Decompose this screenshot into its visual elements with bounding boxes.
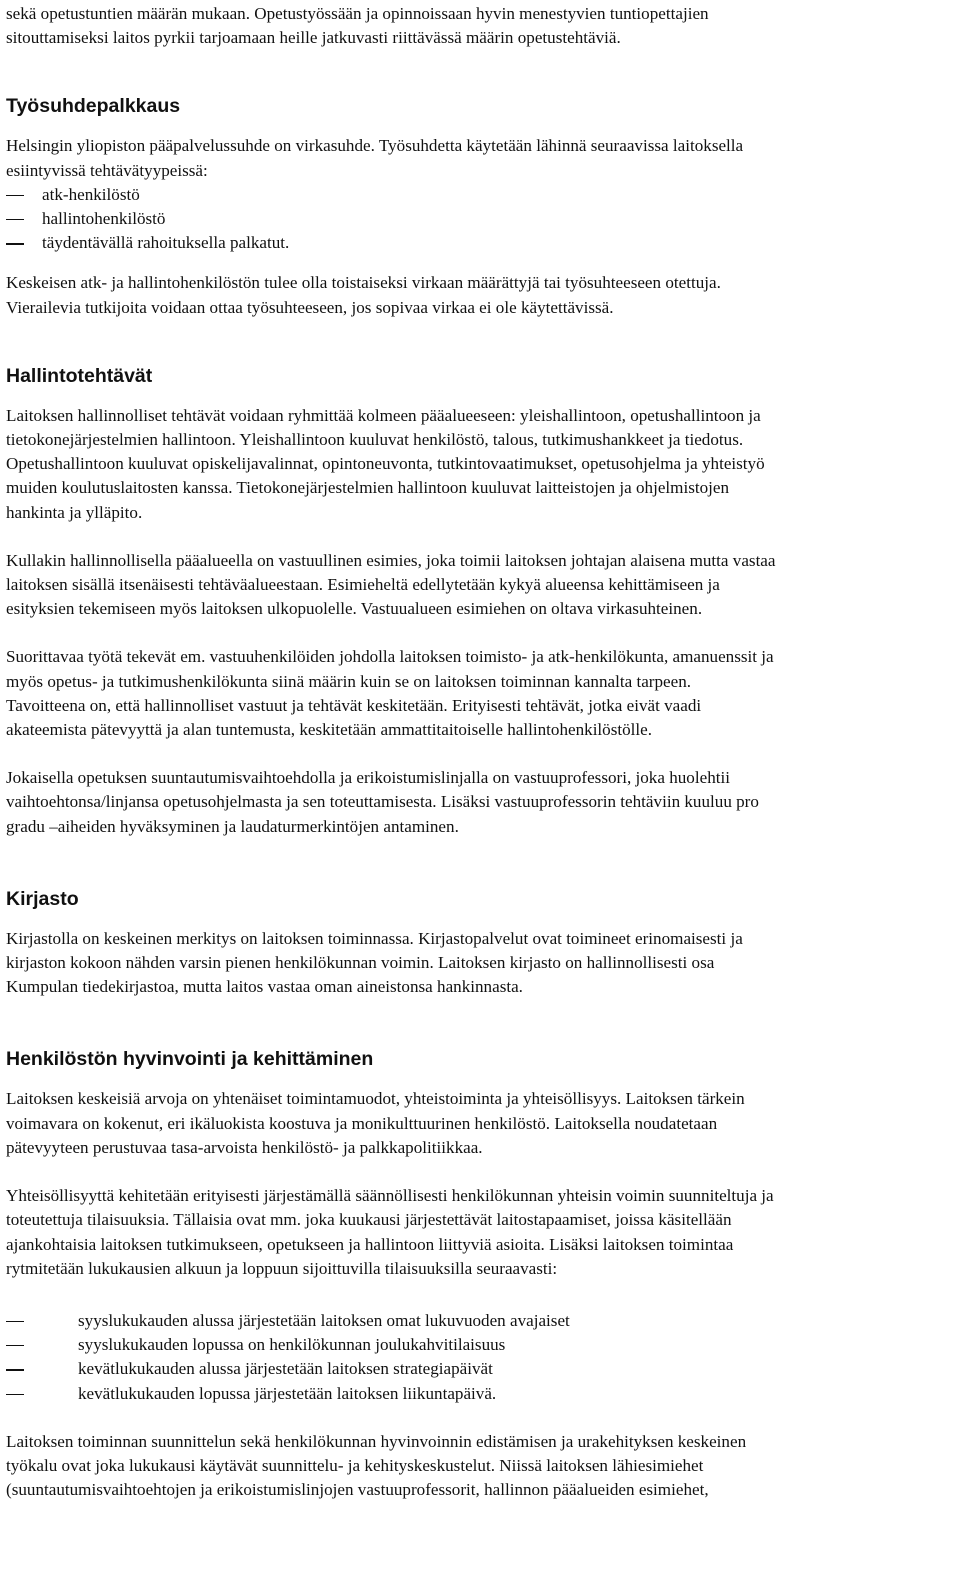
text-line: (suuntautumisvaihtoehtojen ja erikoistumislinjojen vastuuprofessorit, hallinnon pääalueiden esimiehet, xyxy=(6,1480,709,1500)
text-line: sekä opetustuntien määrän mukaan. Opetustyössään ja opinnoissaan hyvin menestyvien tuntiopettajien xyxy=(6,4,709,23)
dash-bullet-icon xyxy=(6,219,24,220)
text-line: kirjaston kokoon nähden varsin pienen henkilökunnan voimin. Laitoksen kirjasto on hallinnollisesti osa xyxy=(6,953,715,973)
tyosuhde-paragraph-2 xyxy=(6,271,954,319)
text-line: Kirjastolla on keskeinen merkitys on laitoksen toiminnassa. Kirjastopalvelut ovat toimineet erinomaisesti ja xyxy=(6,928,743,948)
dash-bullet-icon xyxy=(6,1369,24,1370)
text-line: Helsingin yliopiston pääpalvelussuhde on virkasuhde. Työsuhdetta käytetään lähinnä seuraavissa laitoksella xyxy=(6,136,744,156)
dash-bullet-icon xyxy=(6,195,24,196)
section-heading-henkiloston-hyvinvointi: Henkilöstön hyvinvointi ja kehittäminen xyxy=(6,1048,374,1071)
list-item-text: atk-henkilöstö xyxy=(42,184,140,204)
text-line: Keskeisen atk- ja hallintohenkilöstön tulee olla toistaiseksi virkaan määrättyjä tai työsuhteeseen otettuja. xyxy=(6,273,721,293)
text-line: vaihtoehtonsa/linjansa opetusohjelmasta ja sen toteuttamisesta. Lisäksi vastuuprofessorin tehtäviin kuuluu pro xyxy=(6,792,759,812)
text-line: hankinta ja ylläpito. xyxy=(6,502,143,522)
text-line: voimavara on kokenut, eri ikäluokista koostuva ja monikulttuurinen henkilöstö. Laitoksella noudatetaan xyxy=(6,1113,718,1133)
text-line: Laitoksen keskeisiä arvoja on yhtenäiset toimintamuodot, yhteistoiminta ja yhteisöllisyys. Laitoksen tärkein xyxy=(6,1089,745,1109)
text-line: Opetushallintoon kuuluvat opiskelijavalinnat, opintoneuvonta, tutkintovaatimukset, opetusohjelma ja yhteistyö xyxy=(6,454,765,474)
kirjasto-paragraph-1 xyxy=(6,927,954,1000)
list-item-text: täydentävällä rahoituksella palkatut. xyxy=(42,233,290,253)
list-item xyxy=(6,231,954,255)
section-heading-tyosuhdepalkkaus: Työsuhdepalkkaus xyxy=(6,95,181,118)
dash-bullet-icon xyxy=(6,1345,24,1346)
text-line: esityksien tekemiseen myös laitoksen ulkopuolelle. Vastuualueen esimiehen on oltava virkasuhteinen. xyxy=(6,599,703,619)
text-line: Suorittavaa työtä tekevät em. vastuuhenkilöiden johdolla laitoksen toimisto- ja atk-henkilökunta, amanuenssit ja xyxy=(6,647,774,667)
text-line: Kumpulan tiedekirjastoa, mutta laitos vastaa oman aineistonsa hankinnasta. xyxy=(6,977,523,997)
hallinto-paragraph-3 xyxy=(6,645,954,742)
text-line: akateemista pätevyyttä ja alan tuntemusta, keskitetään ammattitaitoiselle hallintohenkilöstölle. xyxy=(6,720,653,740)
text-line: pätevyyteen perustuvaa tasa-arvoista henkilöstö- ja palkkapolitiikkaa. xyxy=(6,1137,483,1157)
text-line: Vierailevia tutkijoita voidaan ottaa työsuhteeseen, jos sopivaa virkaa ei ole käytettävissä. xyxy=(6,297,614,317)
text-line: laitoksen sisällä itsenäisesti tehtäväalueestaan. Esimieheltä edellytetään kykyä alueensa kehittämiseen ja xyxy=(6,575,720,595)
text-line: esiintyvissä tehtävätyypeissä: xyxy=(6,160,208,180)
text-line: gradu –aiheiden hyväksyminen ja laudaturmerkintöjen antaminen. xyxy=(6,816,459,836)
list-item xyxy=(6,1357,954,1381)
list-item-text: hallintohenkilöstö xyxy=(42,209,166,229)
text-line: ajankohtaisia laitoksen tutkimukseen, opetukseen ja hallintoon liittyviä asioita. Lisäksi laitoksen toimintaa xyxy=(6,1234,734,1254)
text-line: Jokaisella opetuksen suuntautumisvaihtoehdolla ja erikoistumislinjalla on vastuuprofessori, joka huolehtii xyxy=(6,768,730,788)
text-line: tietokonejärjestelmien hallintoon. Yleishallintoon kuuluvat henkilöstö, talous, tutkimushankkeet ja tiedotus. xyxy=(6,430,744,450)
list-item xyxy=(6,1382,954,1406)
text-line: Kullakin hallinnollisella pääalueella on vastuullinen esimies, joka toimii laitoksen johtajan alaisena mutta vastaa xyxy=(6,550,776,570)
tyosuhde-role-list xyxy=(6,183,954,256)
section-heading-hallintotehtavat: Hallintotehtävät xyxy=(6,364,153,387)
text-line: muiden koulutuslaitosten kanssa. Tietokonejärjestelmien hallintoon kuuluvat laitteistojen ja ohjelmistojen xyxy=(6,478,730,498)
hyvinvointi-paragraph-1 xyxy=(6,1087,954,1160)
list-item-text: kevätlukukauden alussa järjestetään laitoksen strategiapäivät xyxy=(78,1359,493,1379)
text-line: Tavoitteena on, että hallinnolliset vastuut ja tehtävät keskitetään. Erityisesti tehtävät, jotka eivät vaadi xyxy=(6,695,702,715)
hallinto-paragraph-4 xyxy=(6,766,954,839)
text-line: työkalu ovat joka lukukausi käytävät suunnittelu- ja kehityskeskustelut. Niissä laitoksen lähiesimiehet xyxy=(6,1455,704,1475)
list-item xyxy=(6,1309,954,1333)
list-item xyxy=(6,1333,954,1357)
text-line: sitouttamiseksi laitos pyrkii tarjoamaan heille jatkuvasti riittävässä määrin opetustehtäviä. xyxy=(6,28,621,48)
text-line: rytmitetään lukukausien alkuun ja loppuun sijoittuvilla tilaisuuksilla seuraavasti: xyxy=(6,1258,558,1278)
list-item xyxy=(6,207,954,231)
dash-bullet-icon xyxy=(6,1321,24,1322)
list-item-text: kevätlukukauden lopussa järjestetään laitoksen liikuntapäivä. xyxy=(78,1383,497,1403)
document-page xyxy=(6,0,954,1502)
list-item xyxy=(6,183,954,207)
list-item-text: syyslukukauden alussa järjestetään laitoksen omat lukuvuoden avajaiset xyxy=(78,1310,570,1330)
text-line: Laitoksen toiminnan suunnittelun sekä henkilökunnan hyvinvoinnin edistämisen ja urakehityksen keskeinen xyxy=(6,1431,747,1451)
dash-bullet-icon xyxy=(6,243,24,244)
hallinto-paragraph-2 xyxy=(6,549,954,622)
dash-bullet-icon xyxy=(6,1394,24,1395)
text-line: myös opetus- ja tutkimushenkilökunta siinä määrin kuin se on laitoksen toiminnan kannalta tarpeen. xyxy=(6,671,692,691)
text-line: Yhteisöllisyyttä kehitetään erityisesti järjestämällä säännöllisesti henkilökunnan yhteisin voimin suunniteltuja ja xyxy=(6,1186,774,1206)
section-heading-kirjasto: Kirjasto xyxy=(6,887,79,910)
text-line: toteutettuja tilaisuuksia. Tällaisia ovat mm. joka kuukausi järjestettävät laitostapaamiset, joissa käsitellään xyxy=(6,1210,732,1230)
hallinto-paragraph-1 xyxy=(6,404,954,525)
tyosuhde-paragraph-1 xyxy=(6,134,954,182)
list-item-text: syyslukukauden lopussa on henkilökunnan joulukahvitilaisuus xyxy=(78,1335,506,1355)
intro-paragraph xyxy=(6,2,954,50)
hyvinvointi-event-list xyxy=(6,1309,954,1406)
text-line: Laitoksen hallinnolliset tehtävät voidaan ryhmittää kolmeen pääalueeseen: yleishallintoon, opetushallintoon ja xyxy=(6,405,761,425)
hyvinvointi-paragraph-3 xyxy=(6,1430,954,1503)
hyvinvointi-paragraph-2 xyxy=(6,1184,954,1281)
